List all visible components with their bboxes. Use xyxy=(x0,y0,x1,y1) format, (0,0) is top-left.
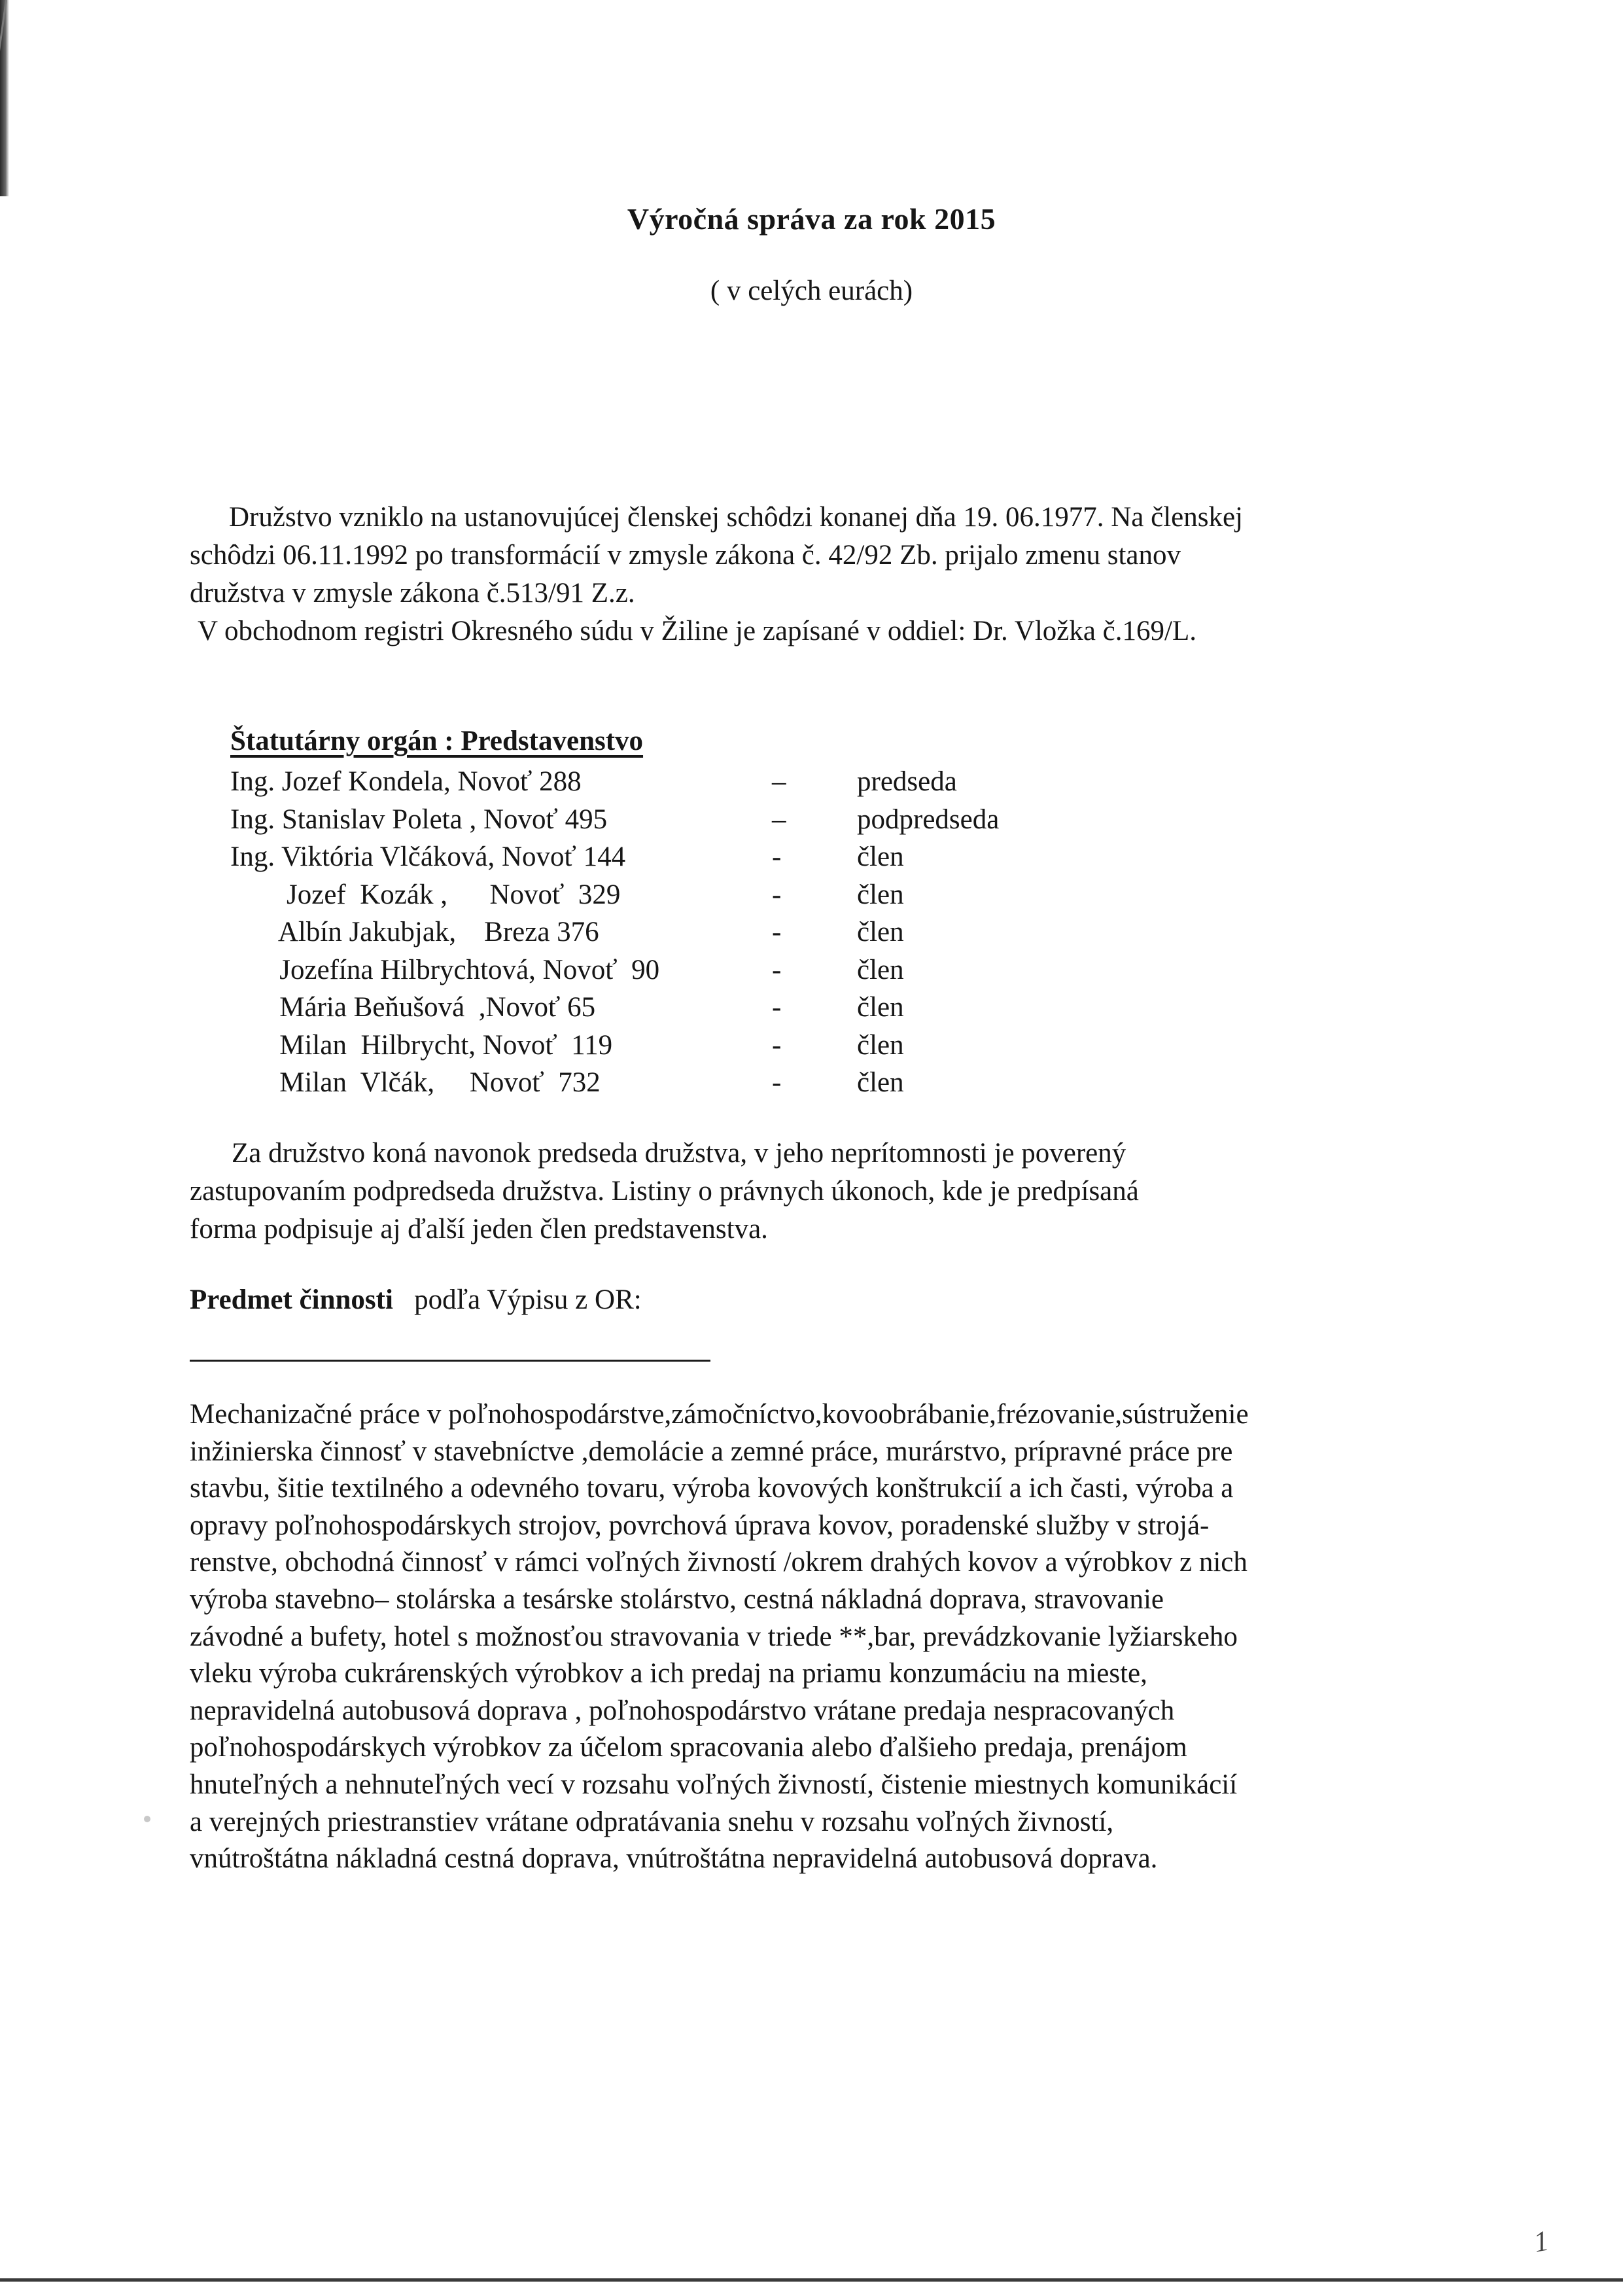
activities-line: závodné a bufety, hotel s možnosťou stravovania v triede **,bar, prevádzkovanie lyžiarskeho xyxy=(190,1621,1238,1652)
board-member-dash: - xyxy=(772,879,782,910)
subject-heading-bold: Predmet činnosti xyxy=(190,1284,393,1315)
scan-bottom-edge xyxy=(0,2278,1623,2282)
board-member-dash: - xyxy=(772,1067,782,1098)
activities-line: renstve, obchodná činnosť v rámci voľných živností /okrem drahých kovov a výrobkov z nich xyxy=(190,1547,1248,1578)
board-member-role: člen xyxy=(857,992,904,1023)
board-member-name: Ing. Jozef Kondela, Novoť 288 xyxy=(230,766,582,797)
board-member-name: Mária Beňušová ,Novoť 65 xyxy=(230,992,596,1023)
document-subtitle: ( v celých eurách) xyxy=(710,275,913,306)
board-member-role: člen xyxy=(857,917,904,947)
board-member-dash: – xyxy=(772,766,786,797)
intro-paragraph xyxy=(190,499,1472,650)
subject-heading-rest: podľa Výpisu z OR: xyxy=(393,1284,642,1315)
board-member-name: Jozef Kozák , Novoť 329 xyxy=(230,879,621,910)
board-member-dash: – xyxy=(772,804,786,835)
board-member-dash: - xyxy=(772,917,782,947)
board-member-role: predseda xyxy=(857,766,957,797)
board-member-role: člen xyxy=(857,841,904,872)
board-member-dash: - xyxy=(772,1029,782,1061)
board-member-name: Ing. Stanislav Poleta , Novoť 495 xyxy=(230,804,608,835)
activities-line: hnuteľných a nehnuteľných vecí v rozsahu voľných živností, čistenie miestnych komunikácií xyxy=(190,1769,1238,1800)
activities-line: Mechanizačné práce v poľnohospodárstve,zámočníctvo,kovoobrábanie,frézovanie,sústruženie xyxy=(190,1399,1249,1430)
activities-paragraph xyxy=(190,1396,1249,1878)
board-member-name: Milan Hilbrycht, Novoť 119 xyxy=(230,1029,613,1061)
intro-line: schôdzi 06.11.1992 po transformácií v zmysle zákona č. 42/92 Zb. prijalo zmenu stanov xyxy=(190,540,1181,571)
board-member-role: člen xyxy=(857,879,904,910)
activities-line: stavbu, šitie textilného a odevného tovaru, výroba kovových konštrukcií a ich časti, výroba a xyxy=(190,1473,1234,1504)
intro-line: Družstvo vzniklo na ustanovujúcej členskej schôdzi konanej dňa 19. 06.1977. Na členskej xyxy=(229,502,1243,533)
board-member-role: podpredseda xyxy=(857,804,1000,835)
document-title: Výročná správa za rok 2015 xyxy=(627,202,996,236)
board-member-name: Albín Jakubjak, Breza 376 xyxy=(230,917,599,947)
board-member-dash: - xyxy=(772,992,782,1023)
intro-line: družstva v zmysle zákona č.513/91 Z.z. xyxy=(190,578,635,609)
activities-line: vnútroštátna nákladná cestná doprava, vnútroštátna nepravidelná autobusová doprava. xyxy=(190,1843,1158,1875)
board-member-name: Ing. Viktória Vlčáková, Novoť 144 xyxy=(230,841,626,872)
representation-paragraph xyxy=(190,1135,1139,1248)
activities-line: a verejných priestranstiev vrátane odpratávania snehu v rozsahu voľných živností, xyxy=(190,1806,1114,1837)
board-member-role: člen xyxy=(857,1067,904,1098)
scan-dot xyxy=(144,1816,150,1822)
board-member-name: Milan Vlčák, Novoť 732 xyxy=(230,1067,601,1098)
representation-line: Za družstvo koná navonok predseda družstva, v jeho neprítomnosti je poverený xyxy=(232,1138,1126,1169)
activities-line: poľnohospodárskych výrobkov za účelom spracovania alebo ďalšieho predaja, prenájom xyxy=(190,1732,1187,1763)
board-member-role: člen xyxy=(857,1029,904,1061)
activities-line: inžinierska činnosť v stavebníctve ,demolácie a zemné práce, murárstvo, prípravné práce pre xyxy=(190,1436,1233,1467)
board-member-name: Jozefína Hilbrychtová, Novoť 90 xyxy=(230,954,660,985)
activities-line: výroba stavebno– stolárska a tesárske stolárstvo, cestná nákladná doprava, stravovanie xyxy=(190,1583,1164,1615)
activities-line: opravy poľnohospodárskych strojov, povrchová úprava kovov, poradenské služby v strojá- xyxy=(190,1510,1210,1541)
board-member-dash: - xyxy=(772,841,782,872)
representation-line: forma podpisuje aj ďalší jeden člen predstavenstva. xyxy=(190,1214,768,1245)
board-member-dash: - xyxy=(772,954,782,985)
board-heading: Štatutárny orgán : Predstavenstvo xyxy=(230,726,644,756)
intro-line: V obchodnom registri Okresného súdu v Žiline je zapísané v oddiel: Dr. Vložka č.169/L. xyxy=(198,616,1196,646)
activities-line: vleku výroba cukrárenských výrobkov a ich predaj na priamu konzumáciu na mieste, xyxy=(190,1658,1147,1689)
activities-line: nepravidelná autobusová doprava , poľnohospodárstvo vrátane predaja nespracovaných xyxy=(190,1695,1175,1726)
subject-underline xyxy=(190,1360,710,1362)
representation-line: zastupovaním podpredseda družstva. Listiny o právnych úkonoch, kde je predpísaná xyxy=(190,1176,1139,1207)
board-member-role: člen xyxy=(857,954,904,985)
page-number: 1 xyxy=(1531,2224,1552,2259)
subject-heading xyxy=(190,1284,642,1316)
